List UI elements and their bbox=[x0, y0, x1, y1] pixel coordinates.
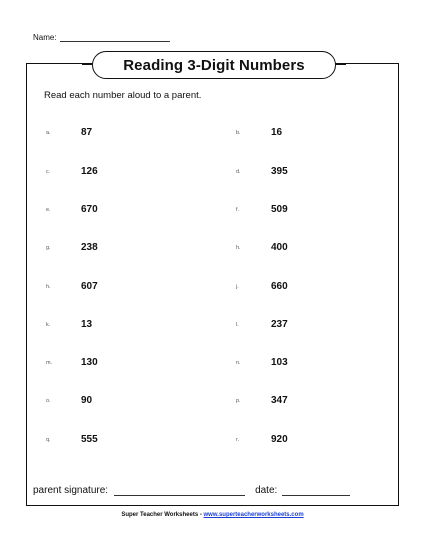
footer-separator: - bbox=[198, 512, 204, 518]
problem-letter: e. bbox=[46, 206, 51, 213]
problem-letter: g. bbox=[46, 244, 51, 251]
date-line[interactable] bbox=[282, 485, 350, 496]
problem-item bbox=[46, 395, 92, 406]
problem-letter: k. bbox=[46, 321, 51, 328]
problem-letter: q. bbox=[46, 436, 51, 443]
problem-number: 87 bbox=[81, 127, 93, 138]
problem-letter: p. bbox=[236, 397, 241, 404]
problem-item bbox=[46, 434, 98, 445]
problem-letter: n. bbox=[236, 359, 241, 366]
problem-number: 920 bbox=[271, 434, 288, 445]
problem-number: 509 bbox=[271, 204, 288, 215]
problem-item bbox=[46, 319, 92, 330]
name-field-row bbox=[33, 33, 170, 42]
problem-item bbox=[236, 319, 288, 330]
problem-item bbox=[46, 281, 98, 292]
problem-item bbox=[236, 242, 288, 253]
problem-letter: a. bbox=[46, 129, 51, 136]
date-label: date: bbox=[255, 485, 278, 496]
title-connector-right bbox=[336, 64, 346, 65]
problem-letter: h. bbox=[46, 283, 51, 290]
signature-row bbox=[33, 485, 350, 496]
problem-number: 555 bbox=[81, 434, 98, 445]
title-connector-left bbox=[82, 64, 92, 65]
problem-item bbox=[236, 204, 288, 215]
problem-number: 13 bbox=[81, 319, 93, 330]
problem-number: 395 bbox=[271, 166, 288, 177]
problem-number: 103 bbox=[271, 357, 288, 368]
problem-item bbox=[236, 395, 288, 406]
problem-letter: c. bbox=[46, 168, 51, 175]
problem-number: 400 bbox=[271, 242, 288, 253]
problem-number: 607 bbox=[81, 281, 98, 292]
problem-number: 130 bbox=[81, 357, 98, 368]
problem-number: 238 bbox=[81, 242, 98, 253]
problem-letter: d. bbox=[236, 168, 241, 175]
problem-item bbox=[236, 127, 282, 138]
problem-letter: j. bbox=[236, 283, 239, 290]
problem-letter: f. bbox=[236, 206, 240, 213]
worksheet-title: Reading 3-Digit Numbers bbox=[92, 51, 336, 79]
problem-item bbox=[46, 127, 92, 138]
problem-number: 237 bbox=[271, 319, 288, 330]
problem-item bbox=[46, 242, 98, 253]
problem-letter: l. bbox=[236, 321, 239, 328]
problem-letter: b. bbox=[236, 129, 241, 136]
problem-item bbox=[46, 166, 98, 177]
problem-item bbox=[236, 281, 288, 292]
name-label: Name: bbox=[33, 33, 57, 42]
problem-number: 126 bbox=[81, 166, 98, 177]
parent-signature-line[interactable] bbox=[114, 485, 245, 496]
problem-item bbox=[236, 434, 288, 445]
problem-letter: r. bbox=[236, 436, 240, 443]
problem-item bbox=[46, 357, 98, 368]
instructions: Read each number aloud to a parent. bbox=[44, 90, 202, 101]
problem-letter: o. bbox=[46, 397, 51, 404]
problem-number: 660 bbox=[271, 281, 288, 292]
parent-signature-label: parent signature: bbox=[33, 485, 109, 496]
problem-letter: h. bbox=[236, 244, 241, 251]
problem-number: 16 bbox=[271, 127, 283, 138]
problem-item bbox=[236, 357, 288, 368]
problem-number: 670 bbox=[81, 204, 98, 215]
problem-number: 90 bbox=[81, 395, 93, 406]
problem-item bbox=[46, 204, 98, 215]
problem-item bbox=[236, 166, 288, 177]
problem-letter: m. bbox=[46, 359, 53, 366]
problem-number: 347 bbox=[271, 395, 288, 406]
footer-brand: Super Teacher Worksheets bbox=[121, 512, 199, 518]
footer-link[interactable]: www.superteacherworksheets.com bbox=[203, 512, 304, 518]
footer bbox=[0, 512, 425, 518]
name-blank-line[interactable] bbox=[60, 33, 170, 42]
